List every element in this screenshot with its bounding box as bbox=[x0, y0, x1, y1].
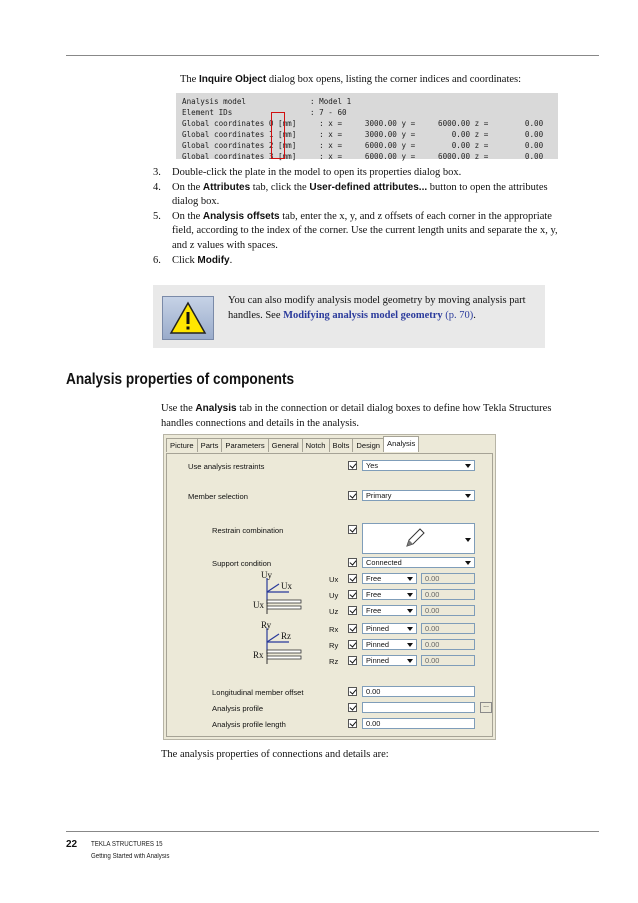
tab-analysis[interactable]: Analysis bbox=[383, 436, 419, 452]
step-item bbox=[153, 254, 573, 269]
fig-label-ry: Ry bbox=[261, 620, 272, 630]
pencil-icon bbox=[403, 526, 427, 550]
restrain-combination-checkbox[interactable] bbox=[348, 525, 357, 534]
fig-label-rx: Rx bbox=[253, 650, 264, 660]
dof-type-select-rx[interactable]: Pinned bbox=[362, 623, 417, 634]
dof-label-uy: Uy bbox=[329, 591, 339, 600]
dof-checkbox-rz[interactable] bbox=[348, 656, 357, 665]
note-link[interactable]: Modifying analysis model geometry bbox=[283, 310, 443, 321]
code-line: Global coordinates 0 [mm] : x = 3000.00 y = 6000.00 z = 0.00 bbox=[182, 118, 544, 128]
closing-text: The analysis properties of connections and details are: bbox=[161, 749, 389, 760]
analysis-profile-label: Analysis profile bbox=[212, 704, 264, 713]
dialog-tabs bbox=[166, 438, 418, 453]
chevron-down-icon bbox=[406, 641, 415, 648]
dof-value-input-uy[interactable]: 0.00 bbox=[421, 589, 475, 600]
translation-axes-icon bbox=[249, 570, 305, 620]
use-analysis-restraints-checkbox[interactable] bbox=[348, 461, 357, 470]
step-text: Click Modify. bbox=[172, 254, 233, 266]
tab-bolts[interactable]: Bolts bbox=[329, 438, 354, 452]
dof-type-select-rz[interactable]: Pinned bbox=[362, 655, 417, 666]
tab-parts[interactable]: Parts bbox=[197, 438, 223, 452]
use-analysis-restraints-select[interactable]: Yes bbox=[362, 460, 475, 471]
browse-profile-button[interactable]: ... bbox=[480, 702, 492, 713]
analysis-profile-checkbox[interactable] bbox=[348, 703, 357, 712]
dof-label-rz: Rz bbox=[329, 657, 339, 666]
member-selection-checkbox[interactable] bbox=[348, 491, 357, 500]
analysis-profile-length-label: Analysis profile length bbox=[212, 720, 286, 729]
analysis-profile-input[interactable] bbox=[362, 702, 475, 713]
page-number: 22 bbox=[66, 839, 78, 850]
support-condition-label: Support condition bbox=[212, 559, 272, 568]
step-item bbox=[153, 166, 573, 181]
section-heading: Analysis properties of components bbox=[66, 371, 295, 388]
fig-label-ux-left: Ux bbox=[253, 600, 264, 610]
step-text: Double-click the plate in the model to open its properties dialog box. bbox=[172, 167, 462, 178]
restrain-combination-label: Restrain combination bbox=[212, 526, 284, 535]
dof-checkbox-rx[interactable] bbox=[348, 624, 357, 633]
step-number: 5. bbox=[153, 210, 161, 222]
code-line: Global coordinates 2 [mm] : x = 6000.00 y = 0.00 z = 0.00 bbox=[182, 140, 544, 150]
step-item bbox=[153, 210, 573, 254]
footer-title: TEKLA STRUCTURES 15 bbox=[91, 841, 163, 848]
chevron-down-icon bbox=[406, 607, 415, 614]
intro-text: The Inquire Object dialog box opens, listing the corner indices and coordinates: bbox=[180, 74, 522, 85]
dof-checkbox-uy[interactable] bbox=[348, 590, 357, 599]
footer-subtitle: Getting Started with Analysis bbox=[91, 853, 170, 860]
dof-value-input-rx[interactable]: 0.00 bbox=[421, 623, 475, 634]
note-text: You can also modify analysis model geometry by moving analysis part handles. See Modifying analysis model geometry (p. 70). bbox=[228, 295, 526, 321]
corner-index-highlight bbox=[271, 112, 285, 159]
step-text: On the Attributes tab, click the User-defined attributes... button to open the attributes dialog box. bbox=[172, 181, 548, 208]
analysis-profile-length-checkbox[interactable] bbox=[348, 719, 357, 728]
code-line: Analysis model : Model 1 bbox=[182, 97, 352, 106]
support-condition-checkbox[interactable] bbox=[348, 558, 357, 567]
chevron-down-icon bbox=[464, 462, 473, 469]
section-paragraph: Use the Analysis tab in the connection or detail dialog boxes to define how Tekla Structures handles connections and details in the analysis. bbox=[161, 403, 552, 429]
chevron-down-icon bbox=[464, 559, 473, 566]
tab-design[interactable]: Design bbox=[352, 438, 384, 452]
fig-label-ux-right: Ux bbox=[281, 581, 292, 591]
chevron-down-icon bbox=[406, 625, 415, 632]
dof-checkbox-ry[interactable] bbox=[348, 640, 357, 649]
fig-label-rz: Rz bbox=[281, 631, 291, 641]
dof-value-input-uz[interactable]: 0.00 bbox=[421, 605, 475, 616]
chevron-down-icon bbox=[406, 575, 415, 582]
dof-value-input-ry[interactable]: 0.00 bbox=[421, 639, 475, 650]
tab-parameters[interactable]: Parameters bbox=[221, 438, 268, 452]
chevron-down-icon bbox=[464, 492, 473, 499]
rotation-axes-icon bbox=[249, 620, 305, 670]
tab-picture[interactable]: Picture bbox=[166, 438, 198, 452]
use-analysis-restraints-label: Use analysis restraints bbox=[188, 462, 265, 471]
chevron-down-icon bbox=[406, 657, 415, 664]
dof-type-select-ry[interactable]: Pinned bbox=[362, 639, 417, 650]
dof-type-select-uy[interactable]: Free bbox=[362, 589, 417, 600]
support-condition-select[interactable]: Connected bbox=[362, 557, 475, 568]
header-rule bbox=[66, 55, 599, 56]
member-selection-select[interactable]: Primary bbox=[362, 490, 475, 501]
inquire-output bbox=[176, 93, 558, 159]
chevron-down-icon bbox=[406, 591, 415, 598]
restrain-combination-select[interactable] bbox=[362, 523, 475, 554]
footer-rule bbox=[66, 831, 599, 832]
dof-value-input-ux[interactable]: 0.00 bbox=[421, 573, 475, 584]
tab-notch[interactable]: Notch bbox=[302, 438, 330, 452]
dof-label-rx: Rx bbox=[329, 625, 339, 634]
dof-type-select-ux[interactable]: Free bbox=[362, 573, 417, 584]
analysis-tab-panel bbox=[166, 453, 493, 737]
code-line: Global coordinates 3 [mm] : x = 6000.00 y = 6000.00 z = 0.00 bbox=[182, 151, 544, 161]
step-number: 6. bbox=[153, 254, 161, 266]
dof-checkbox-ux[interactable] bbox=[348, 574, 357, 583]
dof-label-ry: Ry bbox=[329, 641, 339, 650]
dof-value-input-rz[interactable]: 0.00 bbox=[421, 655, 475, 666]
analysis-profile-length-input[interactable]: 0.00 bbox=[362, 718, 475, 729]
tab-general[interactable]: General bbox=[268, 438, 303, 452]
step-list bbox=[153, 166, 573, 268]
dof-checkbox-uz[interactable] bbox=[348, 606, 357, 615]
step-number: 3. bbox=[153, 167, 161, 178]
warning-icon bbox=[162, 296, 214, 340]
member-selection-label: Member selection bbox=[188, 492, 248, 501]
longitudinal-offset-checkbox[interactable] bbox=[348, 687, 357, 696]
dof-label-uz: Uz bbox=[329, 607, 339, 616]
dof-label-ux: Ux bbox=[329, 575, 339, 584]
step-text: On the Analysis offsets tab, enter the x, y, and z offsets of each corner in the appropriate field, according to the index of the corner. Use the current length units and separate the x, y, and z values with spaces. bbox=[172, 210, 558, 251]
step-item bbox=[153, 181, 573, 210]
step-number: 4. bbox=[153, 181, 161, 193]
chevron-down-icon bbox=[464, 536, 473, 543]
fig-label-uy: Uy bbox=[261, 570, 272, 580]
longitudinal-offset-input[interactable]: 0.00 bbox=[362, 686, 475, 697]
analysis-dialog bbox=[163, 434, 496, 740]
code-line: Global coordinates 1 [mm] : x = 3000.00 y = 0.00 z = 0.00 bbox=[182, 129, 544, 139]
code-line: Element IDs : 7 - 60 bbox=[182, 107, 347, 117]
dof-type-select-uz[interactable]: Free bbox=[362, 605, 417, 616]
longitudinal-offset-label: Longitudinal member offset bbox=[212, 688, 304, 697]
